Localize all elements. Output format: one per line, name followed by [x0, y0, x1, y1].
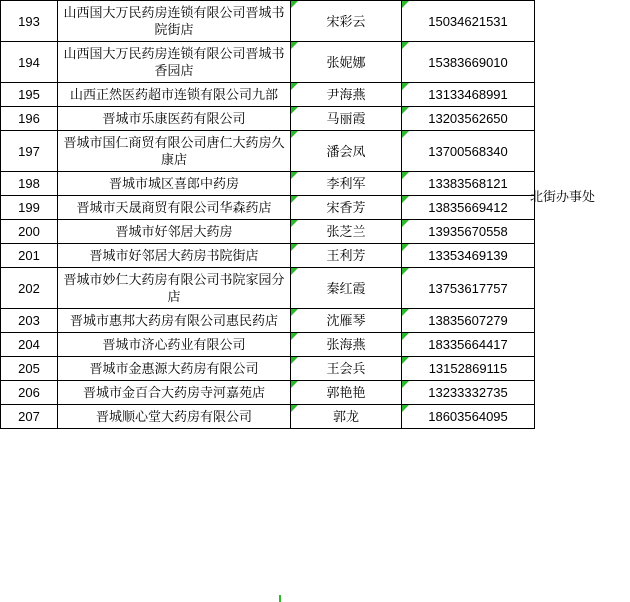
row-index: 200: [1, 220, 58, 244]
green-flag-icon: [291, 131, 298, 138]
contact-phone-text: 18335664417: [428, 337, 508, 352]
contact-phone-text: 18603564095: [428, 409, 508, 424]
contact-person: [291, 220, 402, 244]
contact-phone-text: 13152869115: [428, 361, 508, 376]
contact-person: [291, 244, 402, 268]
contact-person-text: 沈雁琴: [326, 313, 366, 328]
green-flag-icon: [291, 196, 298, 203]
contact-person-text: 郭龙: [332, 409, 359, 424]
green-flag-icon: [402, 196, 409, 203]
green-flag-icon: [402, 83, 409, 90]
contact-phone-text: 13753617757: [428, 280, 508, 296]
green-flag-icon: [291, 83, 298, 90]
contact-phone: [402, 357, 535, 381]
green-flag-icon: [291, 244, 298, 251]
row-index: 202: [1, 268, 58, 309]
contact-person-text: 王利芳: [326, 248, 366, 263]
green-flag-icon: [291, 268, 298, 275]
contact-phone: [402, 172, 535, 196]
contact-person-text: 张妮娜: [326, 54, 366, 70]
bottom-edge-marker: [279, 595, 281, 602]
table-row: [1, 1, 535, 42]
contact-phone: [402, 268, 535, 309]
contact-person: [291, 381, 402, 405]
pharmacy-name: 晋城市城区喜郎中药房: [58, 172, 291, 196]
contact-phone: [402, 1, 535, 42]
contact-person: [291, 357, 402, 381]
contact-person-text: 张芝兰: [326, 224, 366, 239]
table-row: [1, 357, 535, 381]
contact-phone: [402, 83, 535, 107]
contact-phone-text: 13700568340: [428, 143, 508, 159]
table-row: [1, 220, 535, 244]
contact-phone: [402, 309, 535, 333]
contact-person: [291, 1, 402, 42]
contact-phone: [402, 333, 535, 357]
row-index: 201: [1, 244, 58, 268]
green-flag-icon: [402, 172, 409, 179]
contact-phone-text: 13353469139: [428, 248, 508, 263]
green-flag-icon: [291, 357, 298, 364]
contact-person-text: 李利军: [326, 176, 366, 191]
contact-person-text: 马丽霞: [326, 111, 366, 126]
row-index: 194: [1, 42, 58, 83]
contact-person: [291, 196, 402, 220]
table-row: [1, 381, 535, 405]
row-index: 207: [1, 405, 58, 429]
page-edge-marker: [581, 0, 584, 602]
table-row: [1, 268, 535, 309]
contact-phone-text: 15383669010: [428, 54, 508, 70]
green-flag-icon: [291, 107, 298, 114]
contact-phone-text: 13935670558: [428, 224, 508, 239]
green-flag-icon: [402, 244, 409, 251]
row-index: 193: [1, 1, 58, 42]
contact-person-text: 张海燕: [326, 337, 366, 352]
pharmacy-name: 晋城市金惠源大药房有限公司: [58, 357, 291, 381]
green-flag-icon: [402, 268, 409, 275]
district-label: 北街办事处: [530, 189, 596, 204]
green-flag-icon: [402, 405, 409, 412]
row-index: 203: [1, 309, 58, 333]
table-row: [1, 83, 535, 107]
contact-person-text: 尹海燕: [326, 87, 366, 102]
row-index: 195: [1, 83, 58, 107]
contact-phone: [402, 42, 535, 83]
pharmacy-name: 山西国大万民药房连锁有限公司晋城书院街店: [58, 1, 291, 42]
contact-phone: [402, 107, 535, 131]
table-row: [1, 172, 535, 196]
green-flag-icon: [291, 309, 298, 316]
table-row: [1, 244, 535, 268]
pharmacy-name: 晋城顺心堂大药房有限公司: [58, 405, 291, 429]
pharmacy-name: 山西国大万民药房连锁有限公司晋城书香园店: [58, 42, 291, 83]
green-flag-icon: [402, 220, 409, 227]
green-flag-icon: [291, 172, 298, 179]
row-index: 199: [1, 196, 58, 220]
green-flag-icon: [291, 381, 298, 388]
contact-phone-text: 13133468991: [428, 87, 508, 102]
pharmacy-name: 晋城市妙仁大药房有限公司书院家园分店: [58, 268, 291, 309]
row-index: 206: [1, 381, 58, 405]
table-row: [1, 107, 535, 131]
contact-person-text: 郭艳艳: [326, 385, 366, 400]
pharmacy-name: 晋城市好邻居大药房: [58, 220, 291, 244]
table-row: [1, 196, 535, 220]
contact-person: [291, 107, 402, 131]
contact-phone-text: 13835669412: [428, 200, 508, 215]
table-row: [1, 42, 535, 83]
contact-phone-text: 13835607279: [428, 313, 508, 328]
pharmacy-name: 晋城市乐康医药有限公司: [58, 107, 291, 131]
row-index: 196: [1, 107, 58, 131]
row-index: 197: [1, 131, 58, 172]
row-index: 204: [1, 333, 58, 357]
contact-phone-text: 15034621531: [428, 13, 508, 29]
green-flag-icon: [402, 333, 409, 340]
green-flag-icon: [402, 1, 409, 8]
contact-person: [291, 268, 402, 309]
green-flag-icon: [402, 42, 409, 49]
contact-person: [291, 42, 402, 83]
contact-person-text: 王会兵: [326, 361, 366, 376]
green-flag-icon: [402, 381, 409, 388]
pharmacy-name: 晋城市济心药业有限公司: [58, 333, 291, 357]
table-row: [1, 309, 535, 333]
pharmacy-name: 晋城市金百合大药房寺河嘉苑店: [58, 381, 291, 405]
green-flag-icon: [291, 1, 298, 8]
contact-person: [291, 131, 402, 172]
contact-phone-text: 13233332735: [428, 385, 508, 400]
row-index: 205: [1, 357, 58, 381]
contact-phone-text: 13203562650: [428, 111, 508, 126]
pharmacy-name: 山西正然医药超市连锁有限公司九部: [58, 83, 291, 107]
pharmacy-name: 晋城市好邻居大药房书院街店: [58, 244, 291, 268]
contact-person: [291, 333, 402, 357]
contact-phone-text: 13383568121: [428, 176, 508, 191]
green-flag-icon: [402, 107, 409, 114]
contact-person-text: 宋彩云: [326, 13, 366, 29]
pharmacy-name: 晋城市天晟商贸有限公司华森药店: [58, 196, 291, 220]
contact-phone: [402, 220, 535, 244]
table-row: [1, 131, 535, 172]
contact-person: [291, 405, 402, 429]
contact-person: [291, 309, 402, 333]
green-flag-icon: [402, 131, 409, 138]
table-row: [1, 333, 535, 357]
contact-person: [291, 172, 402, 196]
table-body: [1, 1, 535, 429]
contact-phone: [402, 381, 535, 405]
contact-person-text: 潘会凤: [326, 143, 366, 159]
contact-phone: [402, 196, 535, 220]
green-flag-icon: [291, 333, 298, 340]
green-flag-icon: [291, 220, 298, 227]
contact-person-text: 宋香芳: [326, 200, 366, 215]
contact-phone: [402, 131, 535, 172]
green-flag-icon: [291, 42, 298, 49]
green-flag-icon: [402, 309, 409, 316]
contact-person: [291, 83, 402, 107]
row-index: 198: [1, 172, 58, 196]
table-row: [1, 405, 535, 429]
contact-phone: [402, 244, 535, 268]
green-flag-icon: [291, 405, 298, 412]
contact-phone: [402, 405, 535, 429]
contact-person-text: 秦红霞: [326, 280, 366, 296]
green-flag-icon: [402, 357, 409, 364]
pharmacy-name: 晋城市惠邦大药房有限公司惠民药店: [58, 309, 291, 333]
pharmacy-name: 晋城市国仁商贸有限公司唐仁大药房久康店: [58, 131, 291, 172]
